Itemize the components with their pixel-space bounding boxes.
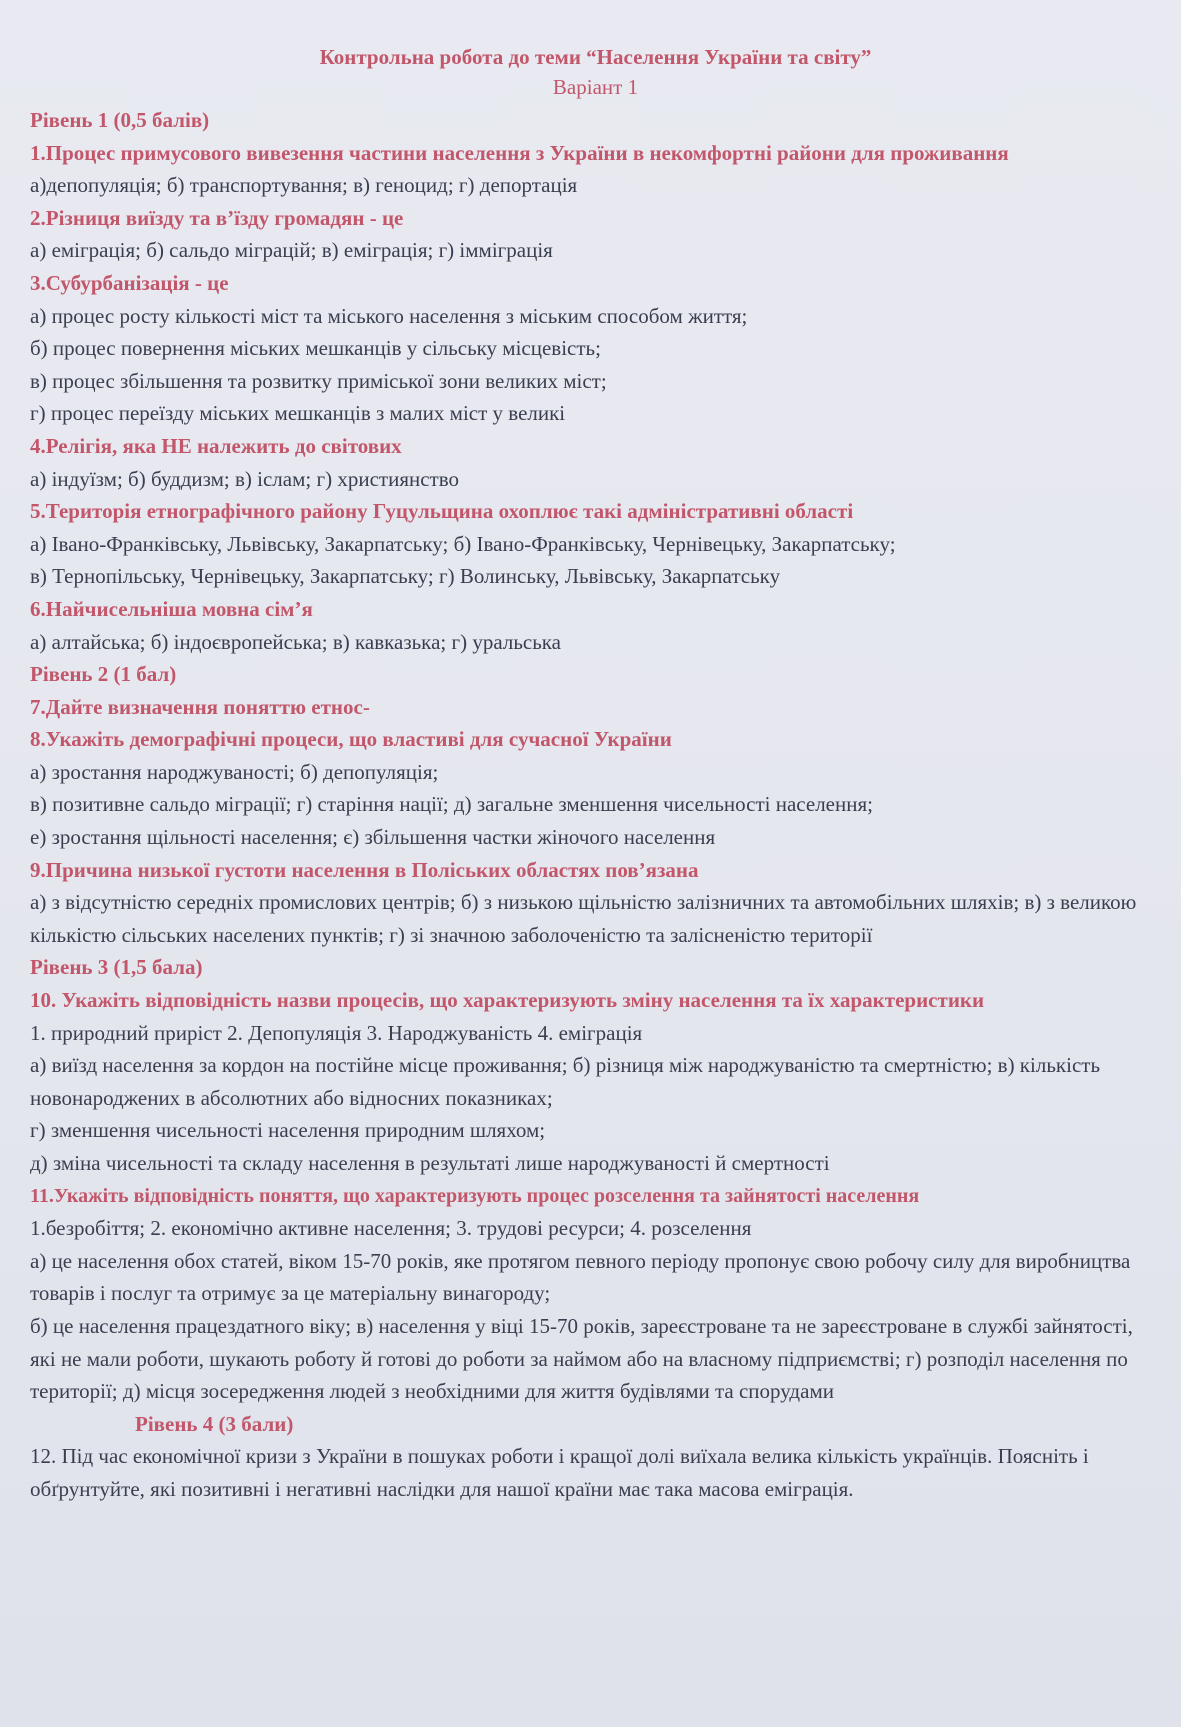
question-11-options-rest: б) це населення працездатного віку; в) населення у віці 15-70 років, зареєстроване та не зареєстроване в службі зайнятості, які не мали роботи, шукають роботу й готові до роботи за наймом або на власному підприємстві; г) розподіл населення по території; д) місця зосередження людей з необхідними для життя будівлями та спорудами [30, 1313, 1133, 1404]
question-10-option-d: д) зміна чисельності та складу населення в результаті лише народжуваності й смертності [30, 1151, 830, 1175]
question-4: 4.Релігія, яка НЕ належить до світових [30, 433, 402, 458]
question-6-options: а) алтайська; б) індоєвропейська; в) кавказька; г) уральська [30, 629, 561, 654]
question-11-terms: 1.безробіття; 2. економічно активне населення; 3. трудові ресурси; 4. розселення [30, 1216, 752, 1241]
question-10-option-c: г) зменшення чисельності населення природним шляхом; [30, 1118, 546, 1143]
level-2-heading: Рівень 2 (1 бал) [30, 662, 177, 687]
level-1-heading: Рівень 1 (0,5 балів) [30, 108, 210, 132]
question-9-options: а) з відсутністю середніх промислових центрів; б) з низькою щільністю залізничних та автомобільних шляхів; в) з великою кількістю сільських населених пунктів; г) зі значною заболоченістю та залісненістю території [30, 890, 1137, 947]
level-3-heading: Рівень 3 (1,5 бала) [30, 955, 203, 980]
question-3-option-c: в) процес збільшення та розвитку приміської зони великих міст; [30, 368, 607, 393]
question-8-options-ef: е) зростання щільності населення; є) збільшення частки жіночого населення [30, 825, 716, 850]
level-4-heading: Рівень 4 (3 бали) [135, 1411, 294, 1436]
question-6: 6.Найчисельніша мовна сім’я [30, 596, 313, 621]
question-1: 1.Процес примусового вивезення частини населення з України в некомфортні райони для проживання [30, 140, 1009, 165]
question-8-options-cd: в) позитивне сальдо міграції; г) старіння нації; д) загальне зменшення чисельності населення; [30, 792, 873, 817]
question-5: 5.Територія етнографічного району Гуцульщина охоплює такі адміністративні області [30, 499, 854, 524]
question-3-option-a: а) процес росту кількості міст та міського населення з міським способом життя; [30, 303, 748, 328]
question-4-options: а) індуїзм; б) буддизм; в) іслам; г) християнство [30, 466, 459, 491]
question-5-options-cd: в) Тернопільську, Чернівецьку, Закарпатську; г) Волинську, Львівську, Закарпатську [30, 564, 781, 589]
question-12: 12. Під час економічної кризи з України в пошуках роботи і кращої долі виїхала велика кількість українців. Поясніть і обґрунтуйте, які позитивні і негативні наслідки для нашої країни має така масова еміграція. [30, 1444, 1089, 1501]
question-10-options-ab: а) виїзд населення за кордон на постійне місце проживання; б) різниця між народжуваністю та смертністю; в) кількість новонароджених в абсолютних або відносних показниках; [30, 1053, 1101, 1110]
question-8: 8.Укажіть демографічні процеси, що властиві для сучасної України [30, 727, 672, 752]
question-3-option-b: б) процес повернення міських мешканців у сільську місцевість; [30, 336, 601, 361]
variant-label: Варіант 1 [552, 75, 639, 99]
question-2: 2.Різниця виїзду та в’їзду громадян - це [30, 205, 404, 230]
question-7: 7.Дайте визначення поняттю етнос- [30, 694, 370, 719]
question-10: 10. Укажіть відповідність назви процесів, що характеризують зміну населення та їх характеристики [30, 988, 985, 1013]
document-title: Контрольна робота до теми “Населення України та світу” [319, 45, 872, 69]
question-11: 11.Укажіть відповідність поняття, що характеризують процес розселення та зайнятості населення [30, 1184, 920, 1207]
question-10-terms: 1. природний приріст 2. Депопуляція 3. Народжуваність 4. еміграція [30, 1020, 643, 1045]
question-3: 3.Субурбанізація - це [30, 270, 229, 295]
question-9: 9.Причина низької густоти населення в Поліських областях пов’язана [30, 857, 699, 882]
question-1-options: а)депопуляція; б) транспортування; в) геноцид; г) депортація [30, 173, 578, 198]
question-3-option-d: г) процес переїзду міських мешканців з малих міст у великі [30, 401, 566, 426]
question-11-option-a: а) це населення обох статей, віком 15-70 років, яке протягом певного періоду пропонує свою робочу силу для виробництва товарів і послуг та отримує за це матеріальну винагороду; [30, 1248, 1131, 1306]
question-5-options-ab: а) Івано-Франківську, Львівську, Закарпатську; б) Івано-Франківську, Чернівецьку, Закарпатську; [30, 531, 896, 556]
question-2-options: а) еміграція; б) сальдо міграцій; в) еміграція; г) імміграція [30, 238, 553, 263]
question-8-options-ab: а) зростання народжуваності; б) депопуляція; [30, 759, 439, 784]
